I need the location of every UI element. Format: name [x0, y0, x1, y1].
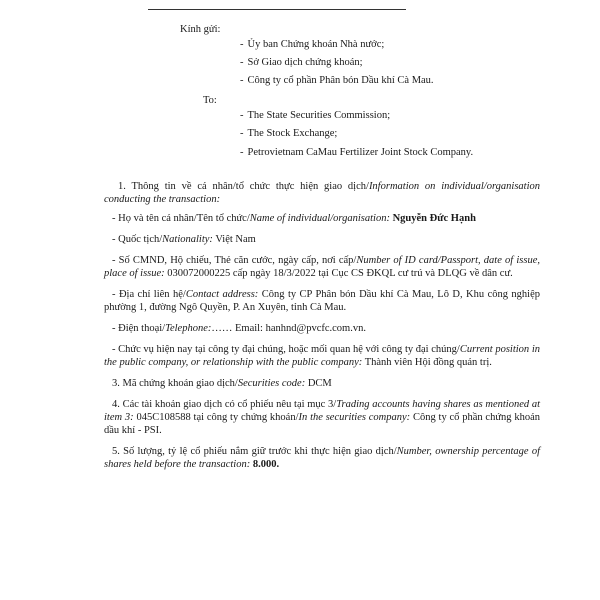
field-name: - Họ và tên cá nhân/Tên tổ chức/Name of individual/organisation: Nguyễn Đức Hạnh — [112, 213, 476, 224]
trading-account-value: 045C108588 — [136, 412, 191, 423]
recipient-en-item: - Petrovietnam CaMau Fertilizer Joint Stock Company. — [240, 147, 474, 158]
shares-held-value: 8.000 — [252, 459, 277, 470]
top-divider-line — [148, 9, 406, 10]
field-id-card-value: 030072000225 cấp ngày 18/3/2022 tại Cục CS ĐKQL cư trú và DLQG về dân cư. — [167, 268, 513, 279]
section-5-shares-held: 5. Số lượng, tỷ lệ cổ phiếu nắm giữ trước khi thực hiện giao dịch/Number, ownership percentage of shares held before the transaction: 8.000. — [104, 446, 540, 470]
section-4-trading-accounts: 4. Các tài khoản giao dịch có cổ phiếu nêu tại mục 3/Trading accounts having shares as mentioned at item 3: 045C108588 tại công ty chứng khoán/In the securities company: Công ty cổ phần chứng khoán dầu khí - PSI. — [104, 399, 541, 436]
field-position-value: Thành viên Hội đồng quản trị. — [364, 357, 492, 368]
recipient-vi-item: - Sở Giao dịch chứng khoán; — [240, 57, 363, 68]
securities-code-value: DCM — [307, 378, 332, 389]
field-address: - Địa chỉ liên hệ/Contact address: Công ty CP Phân bón Dầu khí Cà Mau, Lô D, Khu công nghiệp phường 1, đường Ngô Quyền, P. An Xuyên, tỉnh Cà Mau. — [104, 289, 541, 313]
section-3-securities-code: 3. Mã chứng khoán giao dịch/Securities code: DCM — [112, 378, 332, 389]
securities-company-value: Công ty cổ phần chứng khoán dầu khí - PSI. — [104, 412, 541, 436]
field-position: - Chức vụ hiện nay tại công ty đại chúng, hoặc mối quan hệ với công ty đại chúng/Current position in the public company, or relationship with the public company: Thành viên Hội đồng quản trị. — [104, 344, 540, 368]
section-1-title: 1. Thông tin về cá nhân/tổ chức thực hiện giao dịch/Information on individual/organisation conducting the transaction: — [104, 181, 541, 205]
field-phone: - Điện thoại/Telephone:…… Email: hanhnd@pvcfc.com.vn. — [112, 323, 366, 334]
field-nationality-value: Việt Nam — [215, 234, 256, 245]
field-email-value: hanhnd@pvcfc.com.vn. — [265, 323, 366, 334]
field-address-value: Công ty CP Phân bón Dầu khí Cà Mau, Lô D, Khu công nghiệp phường 1, đường Ngô Quyền, P. An Xuyên, tỉnh Cà Mau. — [104, 289, 541, 313]
recipient-en-item: - The Stock Exchange; — [240, 128, 338, 139]
field-name-value: Nguyễn Đức Hạnh — [392, 213, 476, 224]
field-id-card: - Số CMND, Hộ chiếu, Thẻ căn cước, ngày cấp, nơi cấp/Number of ID card/Passport, date of issue, place of issue: 030072000225 cấp ngày 18/3/2022 tại Cục CS ĐKQL cư trú và DLQG về dân cư. — [104, 255, 540, 279]
recipients-vi-label: Kính gửi: — [180, 24, 221, 35]
recipient-en-item: - The State Securities Commission; — [240, 110, 391, 121]
report-body — [104, 180, 540, 479]
field-nationality: - Quốc tịch/Nationality: Việt Nam — [112, 234, 256, 245]
recipient-vi-item: - Công ty cổ phần Phân bón Dầu khí Cà Mau. — [240, 75, 434, 86]
recipients-en-label: To: — [203, 95, 217, 106]
field-phone-value: …… — [211, 323, 233, 334]
recipient-vi-item: - Ủy ban Chứng khoán Nhà nước; — [240, 39, 385, 50]
